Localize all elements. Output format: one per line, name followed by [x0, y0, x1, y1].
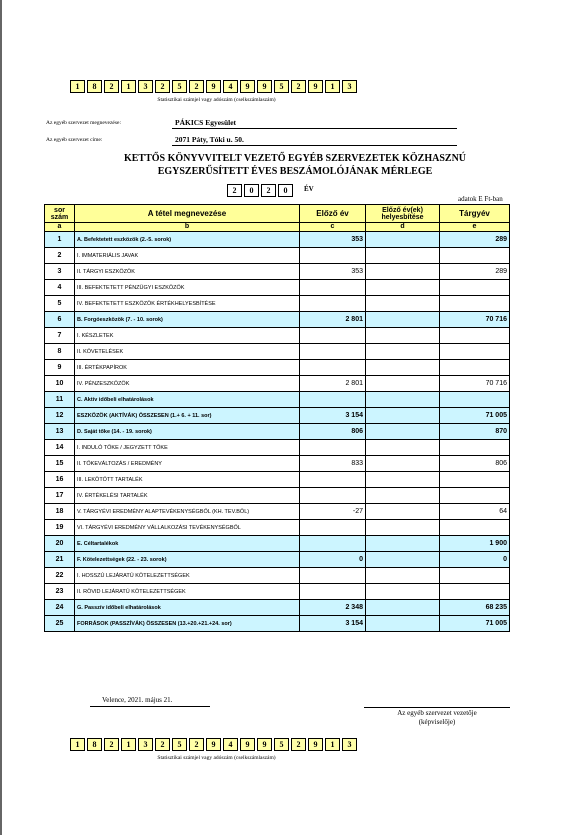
row-target-year: 71 005: [440, 616, 510, 632]
table-row: [45, 520, 510, 536]
tax-number-digit: 8: [87, 738, 102, 751]
row-number: 17: [45, 488, 75, 504]
table-row: [45, 248, 510, 264]
row-item-name: I. KÉSZLETEK: [75, 328, 300, 344]
tax-number-digit: 4: [223, 80, 238, 93]
tax-number-digit: 5: [172, 738, 187, 751]
row-item-name: C. Aktív időbeli elhatárolások: [75, 392, 300, 408]
row-number: 3: [45, 264, 75, 280]
row-adjustment: [366, 536, 440, 552]
row-item-name: II. TÁRGYI ESZKÖZÖK: [75, 264, 300, 280]
report-title-line2: EGYSZERŰSÍTETT ÉVES BESZÁMOLÓJÁNAK MÉRLEGE: [157, 166, 433, 177]
table-header-row: [45, 205, 510, 223]
col-letter-a: a: [45, 223, 75, 232]
org-address-underline: [172, 145, 457, 146]
row-number: 5: [45, 296, 75, 312]
row-prev-year: 806: [300, 424, 366, 440]
tax-number-digit: 5: [274, 738, 289, 751]
signature-line1: Az egyéb szervezet vezetője: [397, 709, 477, 717]
tax-number-boxes: [70, 80, 359, 93]
row-item-name: VI. TÁRGYÉVI EREDMÉNY VÁLLALKOZÁSI TEVÉKENYSÉGBŐL: [75, 520, 300, 536]
row-target-year: [440, 328, 510, 344]
row-prev-year: [300, 472, 366, 488]
tax-number-digit: 9: [308, 80, 323, 93]
row-prev-year: 2 801: [300, 376, 366, 392]
tax-number-digit: 2: [104, 80, 119, 93]
row-item-name: III. ÉRTÉKPAPÍROK: [75, 360, 300, 376]
row-prev-year: 2 348: [300, 600, 366, 616]
row-adjustment: [366, 264, 440, 280]
row-adjustment: [366, 424, 440, 440]
row-item-name: II. RÖVID LEJÁRATÚ KÖTELEZETTSÉGEK: [75, 584, 300, 600]
row-item-name: III. BEFEKTETETT PÉNZÜGYI ESZKÖZÖK: [75, 280, 300, 296]
row-item-name: I. HOSSZÚ LEJÁRATÚ KÖTELEZETTSÉGEK: [75, 568, 300, 584]
org-name-label: Az egyéb szervezet megnevezése:: [46, 120, 121, 126]
row-number: 8: [45, 344, 75, 360]
row-target-year: [440, 296, 510, 312]
org-name-underline: [172, 128, 457, 129]
row-target-year: 0: [440, 552, 510, 568]
place-date: Velence, 2021. május 21.: [102, 696, 173, 704]
row-prev-year: [300, 280, 366, 296]
row-target-year: 289: [440, 264, 510, 280]
row-prev-year: [300, 520, 366, 536]
tax-number-digit: 9: [206, 738, 221, 751]
signature-caption: [366, 709, 508, 727]
table-row: [45, 504, 510, 520]
tax-number-digit: 3: [342, 738, 357, 751]
row-number: 19: [45, 520, 75, 536]
row-item-name: B. Forgóeszközök (7. - 10. sorok): [75, 312, 300, 328]
row-target-year: [440, 360, 510, 376]
year-label: ÉV: [304, 185, 314, 193]
row-prev-year: [300, 440, 366, 456]
row-number: 10: [45, 376, 75, 392]
row-item-name: G. Passzív időbeli elhatárolások: [75, 600, 300, 616]
tax-number-digit: 4: [223, 738, 238, 751]
tax-number-digit: 5: [274, 80, 289, 93]
header-target-year: Tárgyév: [440, 205, 510, 223]
row-adjustment: [366, 280, 440, 296]
tax-number-digit: 2: [291, 80, 306, 93]
tax-number-digit: 3: [138, 80, 153, 93]
row-number: 14: [45, 440, 75, 456]
row-target-year: [440, 488, 510, 504]
row-target-year: [440, 520, 510, 536]
row-item-name: ESZKÖZÖK (AKTÍVÁK) ÖSSZESEN (1.+ 6. + 11. sor): [75, 408, 300, 424]
tax-number-digit: 2: [189, 80, 204, 93]
row-number: 25: [45, 616, 75, 632]
row-number: 13: [45, 424, 75, 440]
row-adjustment: [366, 232, 440, 248]
row-item-name: I. IMMATERIÁLIS JAVAK: [75, 248, 300, 264]
table-row: [45, 264, 510, 280]
table-row: [45, 376, 510, 392]
row-number: 4: [45, 280, 75, 296]
col-letter-c: c: [300, 223, 366, 232]
row-item-name: D. Saját tőke (14. - 19. sorok): [75, 424, 300, 440]
table-row: [45, 424, 510, 440]
table-row: [45, 600, 510, 616]
table-row: [45, 328, 510, 344]
row-target-year: [440, 440, 510, 456]
row-target-year: 70 716: [440, 376, 510, 392]
row-prev-year: [300, 248, 366, 264]
row-prev-year: [300, 344, 366, 360]
row-target-year: [440, 392, 510, 408]
row-number: 15: [45, 456, 75, 472]
signature-line: [364, 707, 510, 708]
table-row: [45, 456, 510, 472]
col-letter-b: b: [75, 223, 300, 232]
tax-number-digit: 9: [308, 738, 323, 751]
tax-number-digit: 1: [70, 738, 85, 751]
tax-number-digit: 2: [155, 738, 170, 751]
row-prev-year: [300, 584, 366, 600]
row-prev-year: [300, 328, 366, 344]
row-target-year: 68 235: [440, 600, 510, 616]
row-adjustment: [366, 584, 440, 600]
row-item-name: A. Befektetett eszközök (2.-5. sorok): [75, 232, 300, 248]
report-title-line1: KETTŐS KÖNYVVITELT VEZETŐ EGYÉB SZERVEZETEK KÖZHASZNÚ: [123, 153, 467, 164]
row-number: 2: [45, 248, 75, 264]
row-number: 22: [45, 568, 75, 584]
row-number: 23: [45, 584, 75, 600]
row-prev-year: -27: [300, 504, 366, 520]
row-target-year: 71 005: [440, 408, 510, 424]
tax-number-caption-bottom: Statisztikai számjel vagy adószám (cselkszámlaszám): [157, 755, 276, 761]
table-row: [45, 440, 510, 456]
row-item-name: IV. PÉNZESZKÖZÖK: [75, 376, 300, 392]
col-letter-d: d: [366, 223, 440, 232]
tax-number-digit: 3: [138, 738, 153, 751]
tax-number-digit: 2: [155, 80, 170, 93]
row-item-name: E. Céltartalékok: [75, 536, 300, 552]
header-prev-year: Előző év: [300, 205, 366, 223]
row-target-year: [440, 280, 510, 296]
row-prev-year: [300, 568, 366, 584]
header-sor-szam: sor szám: [45, 205, 75, 223]
row-number: 24: [45, 600, 75, 616]
row-adjustment: [366, 296, 440, 312]
tax-number-caption: Statisztikai számjel vagy adószám (cselkszámlaszám): [157, 97, 276, 103]
tax-number-digit: 1: [325, 80, 340, 93]
row-target-year: [440, 568, 510, 584]
row-number: 18: [45, 504, 75, 520]
tax-number-digit: 3: [342, 80, 357, 93]
row-target-year: [440, 344, 510, 360]
row-target-year: 70 716: [440, 312, 510, 328]
row-prev-year: [300, 488, 366, 504]
org-name: PÁKICS Egyesület: [175, 118, 237, 127]
row-prev-year: [300, 536, 366, 552]
row-item-name: IV. ÉRTÉKELÉSI TARTALÉK: [75, 488, 300, 504]
row-adjustment: [366, 392, 440, 408]
page-border: [0, 0, 2, 835]
row-target-year: [440, 584, 510, 600]
header-item-name: A tétel megnevezése: [75, 205, 300, 223]
table-row: [45, 584, 510, 600]
year-digit: 2: [261, 184, 276, 197]
row-prev-year: 833: [300, 456, 366, 472]
table-row: [45, 344, 510, 360]
row-target-year: [440, 472, 510, 488]
tax-number-digit: 2: [291, 738, 306, 751]
row-number: 7: [45, 328, 75, 344]
row-number: 20: [45, 536, 75, 552]
row-number: 9: [45, 360, 75, 376]
row-item-name: II. KÖVETELÉSEK: [75, 344, 300, 360]
row-adjustment: [366, 456, 440, 472]
row-item-name: FORRÁSOK (PASSZÍVÁK) ÖSSZESEN (13.+20.+21.+24. sor): [75, 616, 300, 632]
row-prev-year: 353: [300, 232, 366, 248]
row-prev-year: 3 154: [300, 616, 366, 632]
row-item-name: IV. BEFEKTETETT ESZKÖZÖK ÉRTÉKHELYESBÍTÉSE: [75, 296, 300, 312]
table-row: [45, 568, 510, 584]
row-number: 12: [45, 408, 75, 424]
tax-number-digit: 9: [257, 738, 272, 751]
row-prev-year: 353: [300, 264, 366, 280]
row-item-name: III. LEKÖTÖTT TARTALÉK: [75, 472, 300, 488]
row-adjustment: [366, 552, 440, 568]
row-prev-year: [300, 392, 366, 408]
row-target-year: 870: [440, 424, 510, 440]
table-row: [45, 312, 510, 328]
row-item-name: F. Kötelezettségek (22. - 23. sorok): [75, 552, 300, 568]
row-item-name: I. INDULÓ TŐKE / JEGYZETT TŐKE: [75, 440, 300, 456]
row-adjustment: [366, 472, 440, 488]
table-row: [45, 232, 510, 248]
row-item-name: II. TŐKEVÁLTOZÁS / EREDMÉNY: [75, 456, 300, 472]
year-boxes: [227, 184, 295, 197]
balance-sheet-table: [44, 204, 510, 632]
row-adjustment: [366, 488, 440, 504]
tax-number-digit: 8: [87, 80, 102, 93]
row-prev-year: 3 154: [300, 408, 366, 424]
tax-number-digit: 1: [121, 80, 136, 93]
table-row: [45, 360, 510, 376]
table-row: [45, 536, 510, 552]
row-adjustment: [366, 440, 440, 456]
row-prev-year: 2 801: [300, 312, 366, 328]
org-address: 2071 Páty, Tóki u. 50.: [175, 135, 244, 144]
tax-number-digit: 1: [70, 80, 85, 93]
row-number: 16: [45, 472, 75, 488]
row-target-year: 806: [440, 456, 510, 472]
tax-number-digit: 9: [240, 738, 255, 751]
units-note: adatok E Ft-ban: [458, 195, 503, 203]
tax-number-boxes-bottom: [70, 738, 359, 751]
row-prev-year: [300, 360, 366, 376]
row-target-year: 289: [440, 232, 510, 248]
tax-number-digit: 2: [104, 738, 119, 751]
org-address-label: Az egyéb szervezet címe:: [46, 137, 103, 143]
place-date-underline: [90, 706, 210, 707]
row-target-year: [440, 248, 510, 264]
row-adjustment: [366, 376, 440, 392]
table-row: [45, 392, 510, 408]
row-number: 6: [45, 312, 75, 328]
row-adjustment: [366, 568, 440, 584]
table-row: [45, 488, 510, 504]
row-adjustment: [366, 344, 440, 360]
tax-number-digit: 2: [189, 738, 204, 751]
row-target-year: 64: [440, 504, 510, 520]
tax-number-digit: 9: [240, 80, 255, 93]
row-number: 11: [45, 392, 75, 408]
row-item-name: V. TÁRGYÉVI EREDMÉNY ALAPTEVÉKENYSÉGBŐL (KH. TEV.BŐL): [75, 504, 300, 520]
table-row: [45, 408, 510, 424]
signature-line2: (képviselője): [418, 718, 456, 726]
table-row: [45, 472, 510, 488]
table-row: [45, 616, 510, 632]
table-row: [45, 296, 510, 312]
tax-number-digit: 9: [206, 80, 221, 93]
row-adjustment: [366, 616, 440, 632]
row-adjustment: [366, 328, 440, 344]
year-digit: 2: [227, 184, 242, 197]
row-adjustment: [366, 408, 440, 424]
row-target-year: 1 900: [440, 536, 510, 552]
row-adjustment: [366, 312, 440, 328]
row-adjustment: [366, 504, 440, 520]
table-row: [45, 552, 510, 568]
tax-number-digit: 5: [172, 80, 187, 93]
year-digit: 0: [278, 184, 293, 197]
column-letter-row: [45, 223, 510, 232]
row-prev-year: [300, 296, 366, 312]
col-letter-e: e: [440, 223, 510, 232]
row-prev-year: 0: [300, 552, 366, 568]
tax-number-digit: 9: [257, 80, 272, 93]
header-adjustment: Előző év(ek) helyesbítése: [366, 205, 440, 223]
row-adjustment: [366, 600, 440, 616]
year-digit: 0: [244, 184, 259, 197]
tax-number-digit: 1: [121, 738, 136, 751]
table-row: [45, 280, 510, 296]
row-adjustment: [366, 520, 440, 536]
tax-number-digit: 1: [325, 738, 340, 751]
row-number: 1: [45, 232, 75, 248]
row-adjustment: [366, 248, 440, 264]
row-number: 21: [45, 552, 75, 568]
row-adjustment: [366, 360, 440, 376]
